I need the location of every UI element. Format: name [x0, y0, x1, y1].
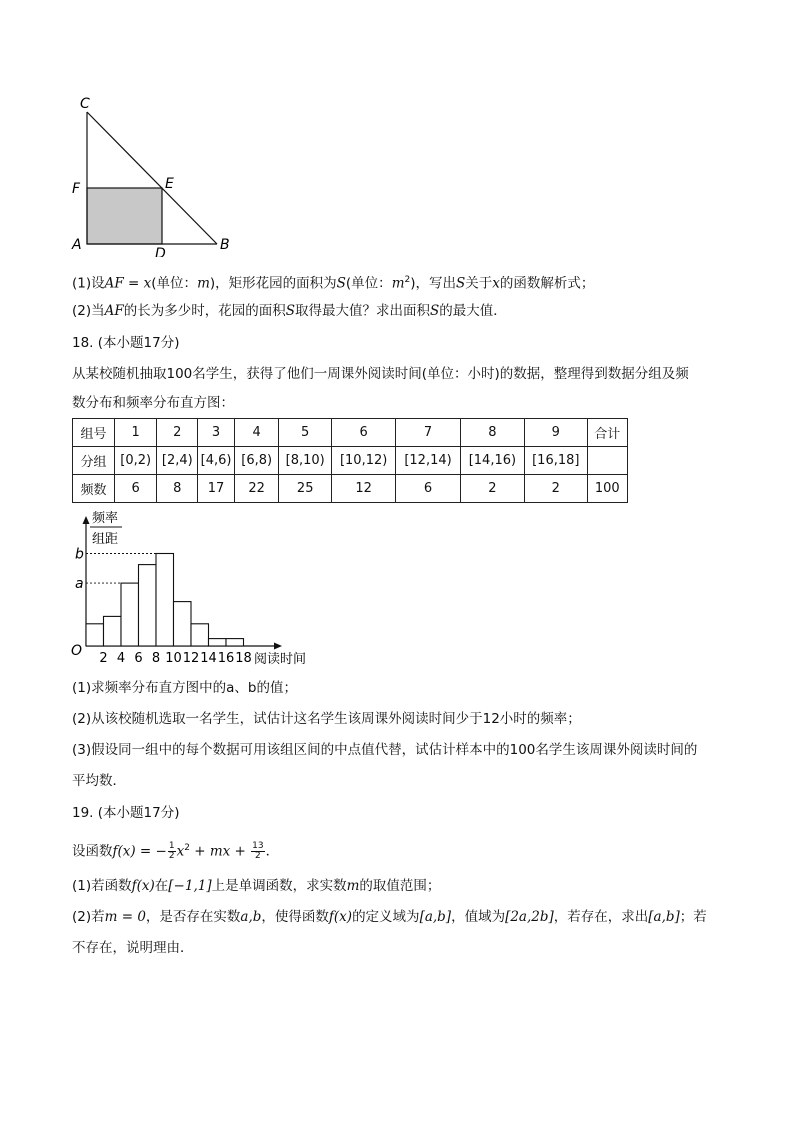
text: 的取值范围；: [359, 878, 441, 894]
text: =: [123, 275, 144, 292]
y-mark-label: b: [75, 546, 84, 563]
origin-label: O: [71, 643, 83, 659]
table-cell: 2: [525, 475, 587, 503]
x-axis-label: 阅读时间: [254, 652, 307, 667]
x-tick-label: 12: [182, 651, 200, 666]
math-x: x: [492, 275, 500, 292]
x-tick-label: 14: [200, 651, 217, 666]
text: (2)当: [72, 303, 105, 319]
q18-part3-line1: (3)假设同一组中的每个数据可用该组区间的中点值代替，试估计样本中的100名学生该周课外阅读时间的: [72, 742, 698, 758]
histogram-bar: [174, 602, 192, 646]
histogram-bar: [209, 639, 227, 646]
triangle-diagram: [66, 92, 246, 257]
table-cell: 9: [525, 419, 587, 447]
label-f: F: [72, 181, 81, 197]
histogram-bar: [86, 624, 104, 646]
q19-part2-line2: 不存在，说明理由．: [72, 940, 194, 956]
row-label: 频数: [73, 475, 115, 503]
numerator: 13: [252, 841, 264, 851]
x-tick-label: 4: [116, 651, 126, 666]
histogram-bar: [156, 554, 174, 647]
text: 关于: [465, 275, 493, 292]
superscript: 2: [404, 275, 411, 285]
q18-part2: (2)从该校随机选取一名学生，试估计这名学生该周课外阅读时间少于12小时的频率；: [72, 711, 581, 727]
fraction-one-half: [168, 842, 176, 861]
math-interval: [a,b]: [648, 909, 680, 925]
table-cell: 12: [331, 475, 395, 503]
table-cell: 100: [587, 475, 627, 503]
math-s: S: [336, 275, 346, 292]
table-cell: 5: [279, 419, 332, 447]
text: 取得最大值？求出面积: [295, 303, 430, 319]
table-cell: 合计: [587, 419, 627, 447]
math-range: [2a,2b]: [505, 909, 554, 925]
histogram-bar: [191, 624, 209, 646]
x-tick-label: 2: [99, 651, 108, 666]
table-cell: 8: [460, 419, 524, 447]
table-cell: 6: [396, 475, 460, 503]
x-axis-arrow: [274, 643, 282, 650]
math-m: m: [197, 275, 210, 292]
text: ．: [265, 843, 280, 860]
text: )，矩形花园的面积为: [209, 275, 337, 292]
q17-part2: [72, 301, 507, 321]
fraction-thirteen-halves: [251, 842, 264, 861]
table-cell: [6,8): [234, 447, 279, 475]
text: 的长为多少时，花园的面积: [123, 303, 286, 319]
table-cell: [4,6): [198, 447, 235, 475]
math-m: m: [391, 275, 405, 292]
q19-definition: [72, 838, 279, 862]
text: ，是否存在实数: [145, 909, 241, 925]
q18-heading: 18. (本小题17分): [72, 335, 180, 351]
table-cell: 7: [396, 419, 460, 447]
q19-part2-line1: [72, 907, 707, 927]
histogram-bar: [104, 616, 122, 646]
garden-rectangle: [87, 188, 162, 244]
math-s: S: [285, 303, 295, 319]
label-b: B: [220, 237, 230, 253]
text: 的定义域为: [352, 909, 420, 925]
math-fx: f(x): [328, 909, 353, 925]
table-cell: 6: [114, 475, 157, 503]
table-cell: [14,16): [460, 447, 524, 475]
math-x: x: [176, 843, 185, 860]
q18-intro-line2: 数分布和频率分布直方图：: [72, 395, 234, 411]
math-s: S: [456, 275, 466, 292]
math-ab: a,b: [240, 909, 262, 925]
denominator: 2: [168, 851, 175, 861]
math-af: AF: [104, 303, 124, 319]
table-cell: 25: [279, 475, 332, 503]
table-cell: [0,2): [114, 447, 157, 475]
text: ，若存在，求出: [553, 909, 649, 925]
table-cell: 22: [234, 475, 279, 503]
q18-intro-line1: 从某校随机抽取100名学生，获得了他们一周课外阅读时间(单位：小时)的数据，整理得到数据分组及频: [72, 366, 689, 382]
text: ，使得函数: [261, 909, 329, 925]
table-row: [73, 447, 628, 475]
row-label: 组号: [73, 419, 115, 447]
table-cell: 3: [198, 419, 235, 447]
q19-part1: [72, 876, 440, 896]
math-fx: f(x) = −: [112, 843, 167, 860]
table-cell: [16,18]: [525, 447, 587, 475]
q18-part3-line2: 平均数．: [72, 773, 126, 789]
table-row: [73, 475, 628, 503]
frequency-table: [72, 418, 628, 503]
table-cell: [2,4): [157, 447, 198, 475]
table-cell: [587, 447, 627, 475]
table-cell: 2: [460, 475, 524, 503]
math-condition: m = 0: [104, 909, 146, 925]
text: ；若: [679, 909, 707, 925]
text: (单位：: [151, 275, 198, 292]
table-cell: [10,12): [331, 447, 395, 475]
table-row: [73, 419, 628, 447]
text: (1)若函数: [72, 878, 132, 894]
math-domain: [a,b]: [419, 909, 452, 925]
table-cell: 8: [157, 475, 198, 503]
text: )，写出: [410, 275, 457, 292]
table-cell: 1: [114, 419, 157, 447]
text: 在: [154, 878, 169, 894]
y-axis-label-numerator: 频率: [92, 511, 119, 526]
y-axis-arrow: [83, 516, 90, 524]
q18-part1: (1)求频率分布直方图中的a、b的值；: [72, 680, 297, 696]
histogram-bar: [121, 583, 139, 646]
math-s: S: [430, 303, 440, 319]
label-a: A: [72, 237, 82, 253]
y-mark-label: a: [75, 576, 84, 593]
histogram-bar: [226, 639, 244, 646]
x-tick-label: 16: [217, 651, 235, 666]
x-tick-label: 6: [134, 651, 143, 666]
denominator: 2: [255, 851, 261, 861]
frequency-histogram: [66, 508, 326, 668]
superscript: 2: [184, 843, 190, 853]
text: ，值域为: [451, 909, 506, 925]
text: (1)设: [72, 275, 105, 292]
text: (单位：: [345, 275, 392, 292]
text: 上是单调函数，求实数: [211, 878, 347, 894]
math-x: x: [143, 275, 152, 292]
math-interval: [−1,1]: [168, 878, 212, 894]
text: (2)若: [72, 909, 105, 925]
table-cell: [12,14): [396, 447, 460, 475]
numerator: 1: [168, 841, 175, 851]
math-m: m: [346, 878, 360, 894]
y-axis-label-denominator: 组距: [92, 532, 119, 547]
table-cell: [8,10): [279, 447, 332, 475]
label-e: E: [165, 176, 174, 192]
table-cell: 4: [234, 419, 279, 447]
text: 的最大值．: [439, 303, 507, 319]
q19-heading: 19. (本小题17分): [72, 805, 180, 821]
label-d: D: [155, 246, 166, 257]
table-cell: 2: [157, 419, 198, 447]
table-cell: 6: [331, 419, 395, 447]
q17-part1: [72, 270, 594, 294]
table-cell: 17: [198, 475, 235, 503]
text: 设函数: [72, 843, 113, 860]
math-af: AF: [104, 275, 124, 292]
x-tick-label: 18: [235, 651, 252, 666]
math-fx: f(x): [131, 878, 155, 894]
label-c: C: [80, 96, 90, 112]
x-tick-label: 10: [165, 651, 182, 666]
text: 的函数解析式；: [499, 275, 595, 292]
histogram-bar: [139, 565, 157, 646]
math-mx: + mx +: [189, 843, 251, 860]
row-label: 分组: [73, 447, 115, 475]
x-tick-label: 8: [151, 651, 161, 666]
